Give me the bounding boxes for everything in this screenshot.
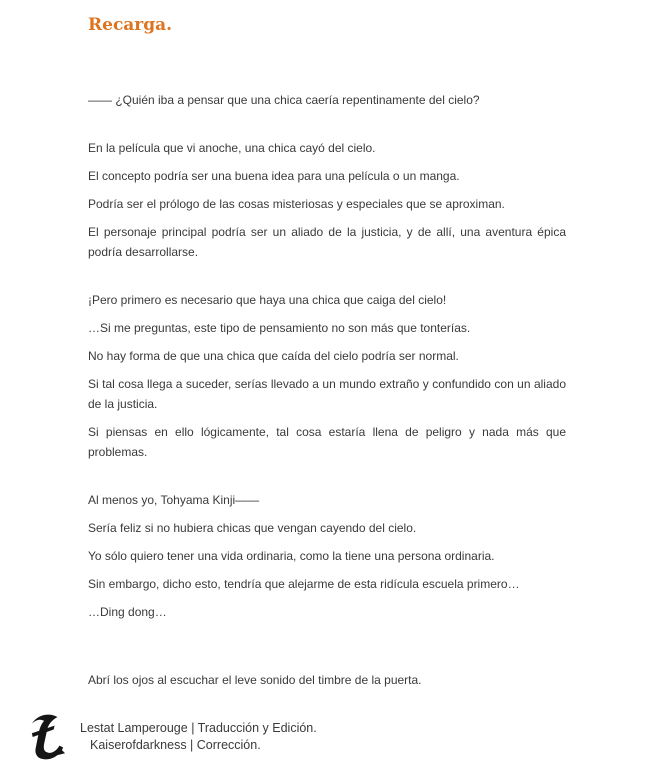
credit-translation: Lestat Lamperouge | Traducción y Edición. [80,721,317,735]
paragraph-list [88,90,566,690]
paragraph [88,270,566,282]
credit-correction: Kaiserofdarkness | Corrección. [90,738,261,752]
chapter-title: Recarga. [88,15,173,35]
paragraph: …Ding dong… [88,605,167,619]
paragraph: El personaje principal podría ser un aliado de la justicia, y de allí, una aventura épica podría desarrollarse. [88,225,566,259]
paragraph: Sin embargo, dicho esto, tendría que alejarme de esta ridícula escuela primero… [88,577,520,591]
paragraph: —— ¿Quién iba a pensar que una chica caería repentinamente del cielo? [88,93,480,107]
credits [80,712,317,754]
paragraph: El concepto podría ser una buena idea para una película o un manga. [88,169,460,183]
paragraph [88,650,566,662]
page-footer [28,712,317,764]
paragraph: Yo sólo quiero tener una vida ordinaria, como la tiene una persona ordinaria. [88,549,495,563]
paragraph [88,470,566,482]
paragraph [88,630,566,642]
paragraph: Si tal cosa llega a suceder, serías llevado a un mundo extraño y confundido con un aliado de la justicia. [88,377,566,411]
paragraph: Sería feliz si no hubiera chicas que vengan cayendo del cielo. [88,521,417,535]
chapter-content [88,14,566,698]
blackletter-l-logo-icon [28,712,66,764]
paragraph: No hay forma de que una chica que caída del cielo podría ser normal. [88,349,459,363]
paragraph: …Si me preguntas, este tipo de pensamiento no son más que tonterías. [88,321,471,335]
paragraph: ¡Pero primero es necesario que haya una chica que caiga del cielo! [88,293,447,307]
paragraph: En la película que vi anoche, una chica cayó del cielo. [88,141,376,155]
paragraph [88,118,566,130]
paragraph: Abrí los ojos al escuchar el leve sonido del timbre de la puerta. [88,673,422,687]
paragraph: Si piensas en ello lógicamente, tal cosa estaría llena de peligro y nada más que problemas. [88,425,566,459]
paragraph: Al menos yo, Tohyama Kinji—— [88,493,260,507]
paragraph: Podría ser el prólogo de las cosas misteriosas y especiales que se aproximan. [88,197,505,211]
